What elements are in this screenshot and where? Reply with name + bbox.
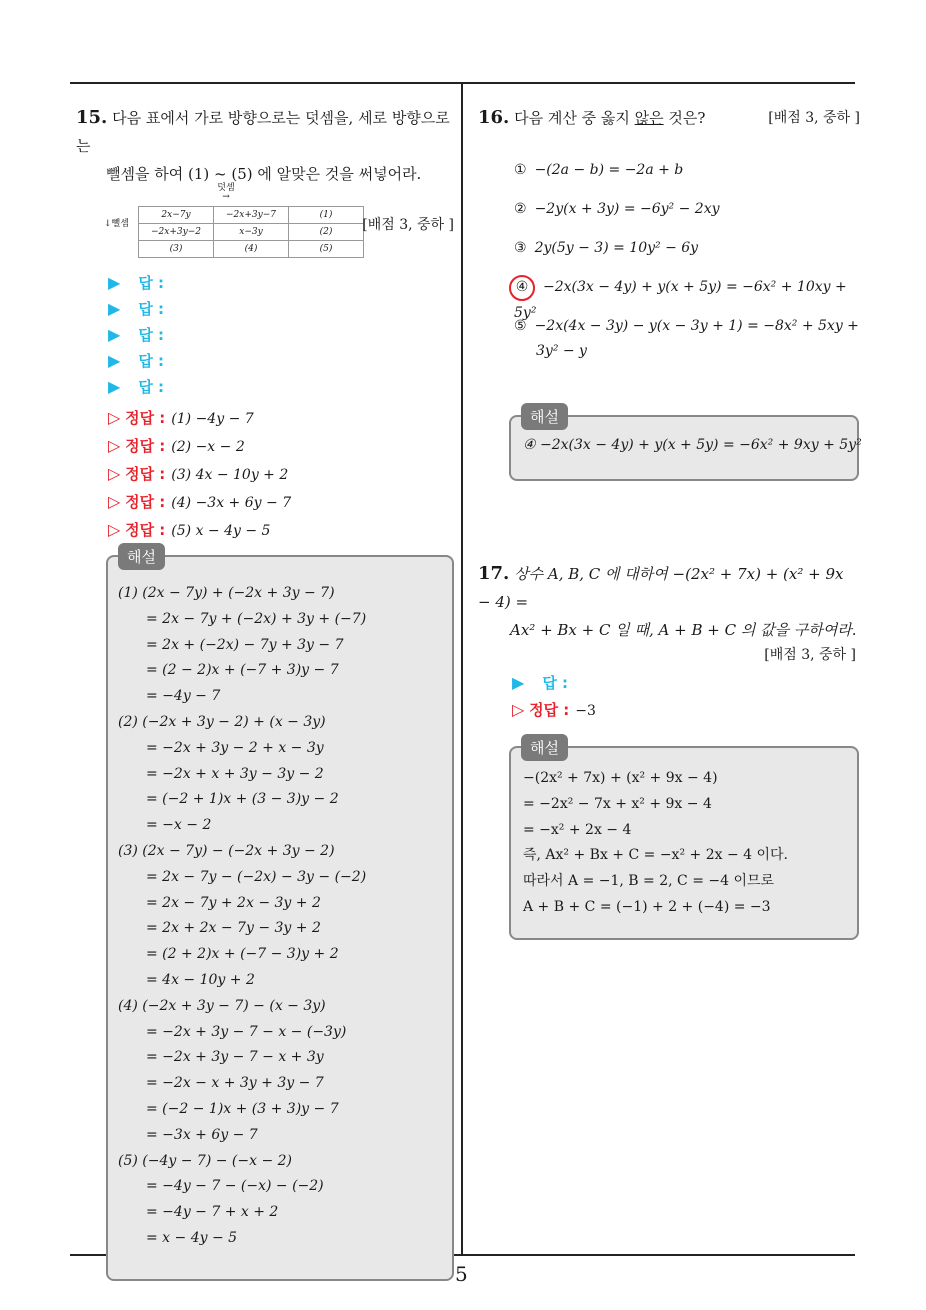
q15-text-line1: 다음 표에서 가로 방향으로는 덧셈을, 세로 방향으로는 [76, 109, 450, 155]
table-row [139, 207, 364, 224]
table-cell: (5) [289, 241, 364, 258]
choice-item[interactable] [514, 197, 860, 236]
correct-answer-value: (2) −x − 2 [171, 439, 245, 455]
explanation-line: 즉, Ax² + Bx + C = −x² + 2x − 4 이다. [523, 847, 788, 864]
table-row [139, 224, 364, 241]
choice-number: ② [514, 201, 527, 217]
hollow-triangle-icon: ▷ [108, 520, 121, 539]
explanation-tag: 해설 [521, 734, 568, 761]
correct-answer-value: (1) −4y − 7 [171, 411, 254, 427]
q16-explanation-text: ④ −2x(3x − 4y) + y(x + 5y) = −6x² + 9xy + 5y² [523, 437, 862, 453]
correct-label: 정답 : [125, 521, 166, 539]
choice-item[interactable] [514, 275, 860, 321]
q16-choices [514, 158, 860, 353]
choice-text: 2y(5y − 3) = 10y² − 6y [534, 240, 699, 256]
table-cell: x−3y [214, 224, 289, 241]
explanation-line: A + B + C = (−1) + 2 + (−4) = −3 [523, 898, 771, 915]
explanation-line: = x − 4y − 5 [146, 1229, 238, 1246]
q17-prompt [478, 560, 860, 616]
correct-label: 정답 : [125, 409, 166, 427]
q15-table-side-label: ↓뺄셈 [104, 219, 129, 229]
right-arrow-icon: → [222, 192, 230, 202]
question-15 [76, 104, 456, 544]
play-triangle-icon: ▶ [108, 377, 121, 396]
hollow-triangle-icon: ▷ [108, 408, 121, 427]
table-cell: 2x−7y [139, 207, 214, 224]
explanation-line: (2) (−2x + 3y − 2) + (x − 3y) [118, 713, 326, 730]
q16-score: [배점 3, 중하 ] [768, 110, 860, 126]
correct-answer-line [108, 460, 456, 488]
explanation-line: = −2x² − 7x + x² + 9x − 4 [523, 795, 712, 812]
correct-answer-value: −3 [575, 703, 596, 719]
choice-number: ⑤ [514, 318, 527, 334]
choice-text: −(2a − b) = −2a + b [534, 162, 684, 178]
q16-text-pre: 다음 계산 중 옳지 [514, 109, 630, 127]
choice-item[interactable] [514, 158, 860, 197]
explanation-line: = 2x − 7y − (−2x) − 3y − (−2) [146, 868, 367, 885]
explanation-line: = −x − 2 [146, 817, 212, 834]
q17-text-line2: Ax² + Bx + C 일 때, A + B + C 의 값을 구하여라. [510, 621, 857, 639]
play-triangle-icon: ▶ [512, 673, 525, 692]
q16-text-post: 것은? [668, 109, 706, 127]
q16-prompt [478, 104, 860, 132]
q15-answer-blanks [108, 270, 456, 400]
q17-answers [512, 670, 860, 724]
answer-label: 답 : [138, 274, 165, 292]
answer-label: 답 : [542, 674, 569, 692]
correct-answer-line [512, 696, 860, 724]
play-triangle-icon: ▶ [108, 351, 121, 370]
explanation-line: = (−2 − 1)x + (3 + 3)y − 7 [146, 1100, 339, 1117]
correct-answer-value: (3) 4x − 10y + 2 [171, 467, 289, 483]
table-row [139, 241, 364, 258]
play-triangle-icon: ▶ [108, 299, 121, 318]
q15-explanation-box [106, 548, 454, 1281]
q15-prompt [76, 104, 456, 160]
table-cell: (3) [139, 241, 214, 258]
explanation-line: (5) (−4y − 7) − (−x − 2) [118, 1152, 293, 1169]
hollow-triangle-icon: ▷ [512, 700, 525, 719]
explanation-line: = (2 + 2)x + (−7 − 3)y + 2 [146, 946, 339, 963]
explanation-line: = −x² + 2x − 4 [523, 821, 632, 838]
explanation-line: 따라서 A = −1, B = 2, C = −4 이므로 [523, 873, 775, 890]
answer-label: 답 : [138, 352, 165, 370]
answer-blank[interactable] [108, 374, 456, 400]
answer-blank[interactable] [108, 270, 456, 296]
answer-label: 답 : [138, 378, 165, 396]
q16-number: 16. [478, 107, 510, 128]
explanation-line: (3) (2x − 7y) − (−2x + 3y − 2) [118, 842, 335, 859]
question-17 [478, 560, 860, 724]
play-triangle-icon: ▶ [108, 325, 121, 344]
explanation-line: = 2x − 7y + (−2x) + 3y + (−7) [146, 610, 367, 627]
explanation-line: = −2x + 3y − 7 − x − (−3y) [146, 1023, 347, 1040]
answer-blank[interactable] [512, 670, 860, 696]
choice-text: −2x(3x − 4y) + y(x + 5y) = −6x² + 10xy + 5y² [514, 279, 847, 321]
correct-answer-line [108, 516, 456, 544]
explanation-line: = 2x − 7y + 2x − 3y + 2 [146, 894, 321, 911]
correct-answer-line [108, 432, 456, 460]
q15-text-line2: 뺄셈을 하여 (1) ~ (5) 에 알맞은 것을 써넣어라. [106, 165, 422, 183]
explanation-line: = 4x − 10y + 2 [146, 971, 255, 988]
explanation-line: = 2x + (−2x) − 7y + 3y − 7 [146, 636, 344, 653]
table-cell: (1) [289, 207, 364, 224]
correct-answer-value: (5) x − 4y − 5 [171, 523, 271, 539]
explanation-line: = −2x + x + 3y − 3y − 2 [146, 765, 324, 782]
explanation-line: = −4y − 7 [146, 688, 221, 705]
choice-number: ① [514, 162, 527, 178]
hollow-triangle-icon: ▷ [108, 436, 121, 455]
q16-choice5-continued: 3y² − y [536, 343, 587, 359]
hollow-triangle-icon: ▷ [108, 492, 121, 511]
explanation-tag: 해설 [521, 403, 568, 430]
table-cell: (4) [214, 241, 289, 258]
answer-blank[interactable] [108, 322, 456, 348]
choice-text: −2x(4x − 3y) − y(x − 3y + 1) = −8x² + 5xy + [534, 318, 859, 334]
column-divider [461, 83, 463, 1254]
explanation-line: = 2x + 2x − 7y − 3y + 2 [146, 920, 321, 937]
q17-score: [배점 3, 중하 ] [764, 647, 856, 663]
hollow-triangle-icon: ▷ [108, 464, 121, 483]
correct-label: 정답 : [125, 465, 166, 483]
correct-answer-value: (4) −3x + 6y − 7 [171, 495, 292, 511]
q16-text-underlined: 않은 [634, 109, 664, 127]
choice-item[interactable] [514, 236, 860, 275]
correct-answer-line [108, 488, 456, 516]
table-cell: −2x+3y−2 [139, 224, 214, 241]
answer-label: 답 : [138, 300, 165, 318]
q15-explanation-lines [108, 557, 452, 1252]
choice-text: −2y(x + 3y) = −6y² − 2xy [534, 201, 720, 217]
table-top-label-text: 덧셈 [217, 183, 235, 193]
q15-score: [배점 3, 중하 ] [362, 217, 454, 233]
explanation-line: = (2 − 2)x + (−7 + 3)y − 7 [146, 662, 339, 679]
q15-correct-answers [108, 404, 456, 544]
q15-table-top-label [206, 180, 246, 201]
page-number: 5 [455, 1262, 468, 1286]
correct-label: 정답 : [529, 701, 570, 719]
explanation-line: = −2x + 3y − 7 − x + 3y [146, 1049, 324, 1066]
play-triangle-icon: ▶ [108, 273, 121, 292]
correct-label: 정답 : [125, 437, 166, 455]
answer-blank[interactable] [108, 348, 456, 374]
answer-blank[interactable] [108, 296, 456, 322]
correct-answer-line [108, 404, 456, 432]
explanation-line: = −3x + 6y − 7 [146, 1126, 258, 1143]
explanation-line: −(2x² + 7x) + (x² + 9x − 4) [523, 770, 718, 786]
q15-number: 15. [76, 107, 108, 128]
answer-label: 답 : [138, 326, 165, 344]
explanation-line: = −2x − x + 3y + 3y − 7 [146, 1075, 324, 1092]
question-16 [478, 104, 860, 378]
choice-number: ③ [514, 240, 527, 256]
explanation-line: (4) (−2x + 3y − 7) − (x − 3y) [118, 997, 326, 1014]
explanation-tag: 해설 [118, 543, 165, 570]
q15-table-area [76, 183, 456, 264]
explanation-line: = −2x + 3y − 2 + x − 3y [146, 739, 324, 756]
explanation-line: (1) (2x − 7y) + (−2x + 3y − 7) [118, 585, 335, 601]
table-cell: (2) [289, 224, 364, 241]
selected-choice-circle-icon: ④ [509, 275, 535, 301]
q17-number: 17. [478, 563, 510, 584]
q17-text-line1: 상수 A, B, C 에 대하여 −(2x² + 7x) + (x² + 9x − 4) = [478, 565, 844, 611]
q17-explanation-box [509, 739, 859, 940]
table-cell: −2x+3y−7 [214, 207, 289, 224]
correct-label: 정답 : [125, 493, 166, 511]
q17-explanation-lines [511, 748, 857, 921]
explanation-line: = −4y − 7 + x + 2 [146, 1204, 279, 1221]
explanation-line: = −4y − 7 − (−x) − (−2) [146, 1178, 324, 1195]
q16-explanation-box [509, 408, 862, 481]
q15-table [138, 206, 364, 258]
explanation-line: = (−2 + 1)x + (3 − 3)y − 2 [146, 791, 339, 808]
